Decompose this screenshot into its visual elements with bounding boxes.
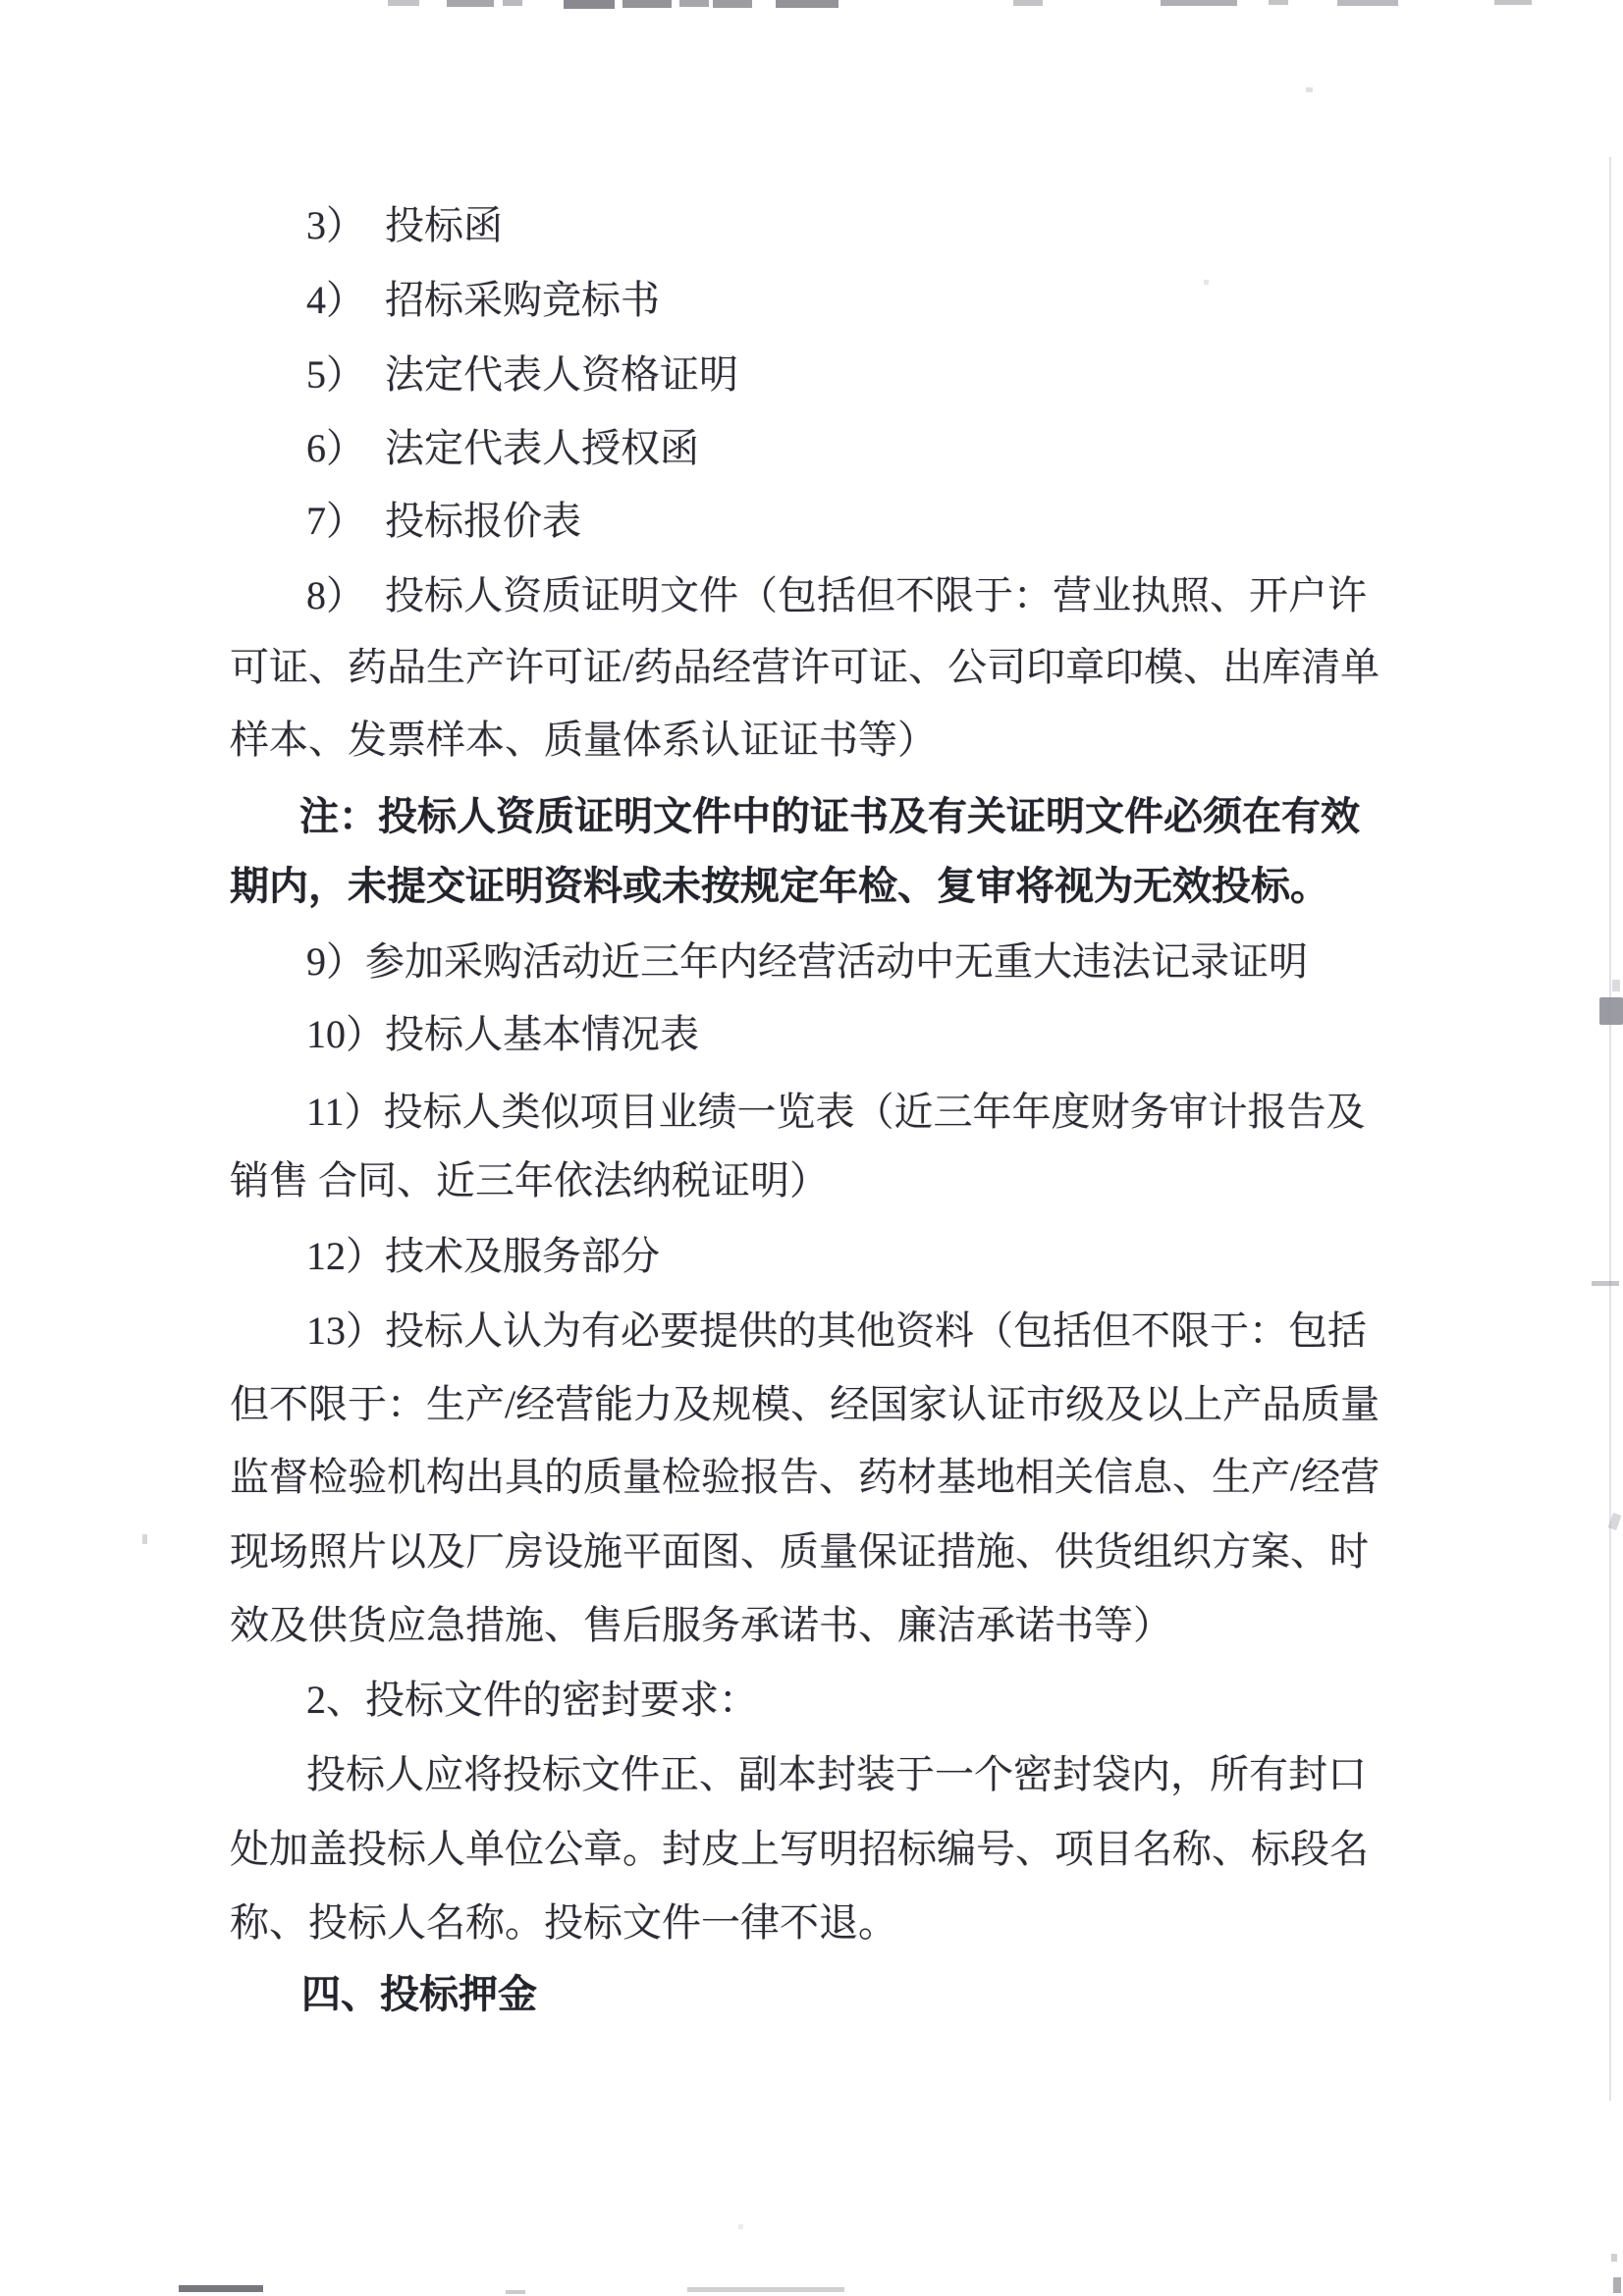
right-edge-line-artifact [1609, 157, 1611, 2101]
document-line: 7） 投标报价表 [306, 499, 581, 543]
top-edge-artifact [1013, 0, 1043, 6]
document-line: 投标人应将投标文件正、副本封装于一个密封袋内，所有封口 [306, 1752, 1367, 1796]
document-line: 11）投标人类似项目业绩一览表（近三年年度财务审计报告及 [306, 1090, 1366, 1134]
top-edge-artifact [388, 0, 419, 6]
scan-speck-artifact [1306, 87, 1313, 92]
top-edge-artifact [713, 0, 752, 8]
bottom-edge-artifact [1613, 2277, 1621, 2293]
document-line: 销售 合同、近三年依法纳税证明） [230, 1158, 829, 1202]
document-line: 监督检验机构出具的质量检验报告、药材基地相关信息、生产/经营 [230, 1455, 1380, 1499]
top-edge-artifact [1161, 0, 1237, 6]
document-line: 6） 法定代表人授权函 [306, 426, 699, 470]
top-edge-artifact [564, 0, 615, 9]
scan-speck-artifact [738, 2224, 743, 2229]
document-line: 效及供货应急措施、售后服务承诺书、廉洁承诺书等） [230, 1603, 1172, 1647]
document-line: 可证、药品生产许可证/药品经营许可证、公司印章印模、出库清单 [230, 645, 1380, 689]
top-edge-artifact [679, 0, 709, 7]
top-edge-artifact [1494, 0, 1532, 5]
top-edge-artifact [776, 0, 839, 8]
bottom-edge-artifact [179, 2285, 263, 2292]
top-edge-artifact [1269, 0, 1288, 5]
top-edge-artifact [503, 0, 522, 6]
scan-speck-artifact [142, 1534, 147, 1544]
scan-speck-artifact [1612, 980, 1620, 991]
document-line: 9）参加采购活动近三年内经营活动中无重大违法记录证明 [306, 939, 1308, 984]
document-heading-line: 四、投标押金 [301, 1972, 537, 2016]
document-line: 称、投标人名称。投标文件一律不退。 [230, 1900, 897, 1945]
document-note-line: 期内，未提交证明资料或未按规定年检、复审将视为无效投标。 [230, 864, 1329, 908]
document-line: 现场照片以及厂房设施平面图、质量保证措施、供货组织方案、时 [230, 1529, 1369, 1574]
document-line: 10）投标人基本情况表 [306, 1012, 699, 1056]
bottom-edge-artifact [506, 2290, 525, 2294]
document-line: 但不限于：生产/经营能力及规模、经国家认证市级及以上产品质量 [230, 1382, 1380, 1426]
document-line: 12）技术及服务部分 [306, 1234, 660, 1278]
document-line: 处加盖投标人单位公章。封皮上写明招标编号、项目名称、标段名 [230, 1827, 1369, 1871]
bottom-edge-artifact [687, 2287, 844, 2292]
document-line: 样本、发票样本、质量体系认证证书等） [230, 718, 937, 762]
top-edge-artifact [1337, 0, 1398, 6]
scan-blob-artifact [1599, 997, 1623, 1025]
scan-speck-artifact [1204, 280, 1209, 285]
document-line: 5） 法定代表人资格证明 [306, 352, 738, 397]
bottom-edge-artifact [1611, 2254, 1617, 2262]
document-line: 8） 投标人资质证明文件（包括但不限于：营业执照、开户许 [306, 573, 1367, 617]
scan-tick-artifact [1592, 1281, 1619, 1286]
top-edge-artifact [447, 0, 494, 7]
top-edge-artifact [622, 0, 672, 8]
scan-tick-artifact [1608, 1513, 1622, 1530]
document-line: 2、投标文件的密封要求： [306, 1678, 758, 1722]
document-note-line: 注：投标人资质证明文件中的证书及有关证明文件必须在有效 [299, 794, 1360, 838]
document-line: 4） 招标采购竞标书 [306, 278, 660, 322]
document-line: 3） 投标函 [306, 203, 503, 247]
document-line: 13）投标人认为有必要提供的其他资料（包括但不限于：包括 [306, 1308, 1367, 1353]
